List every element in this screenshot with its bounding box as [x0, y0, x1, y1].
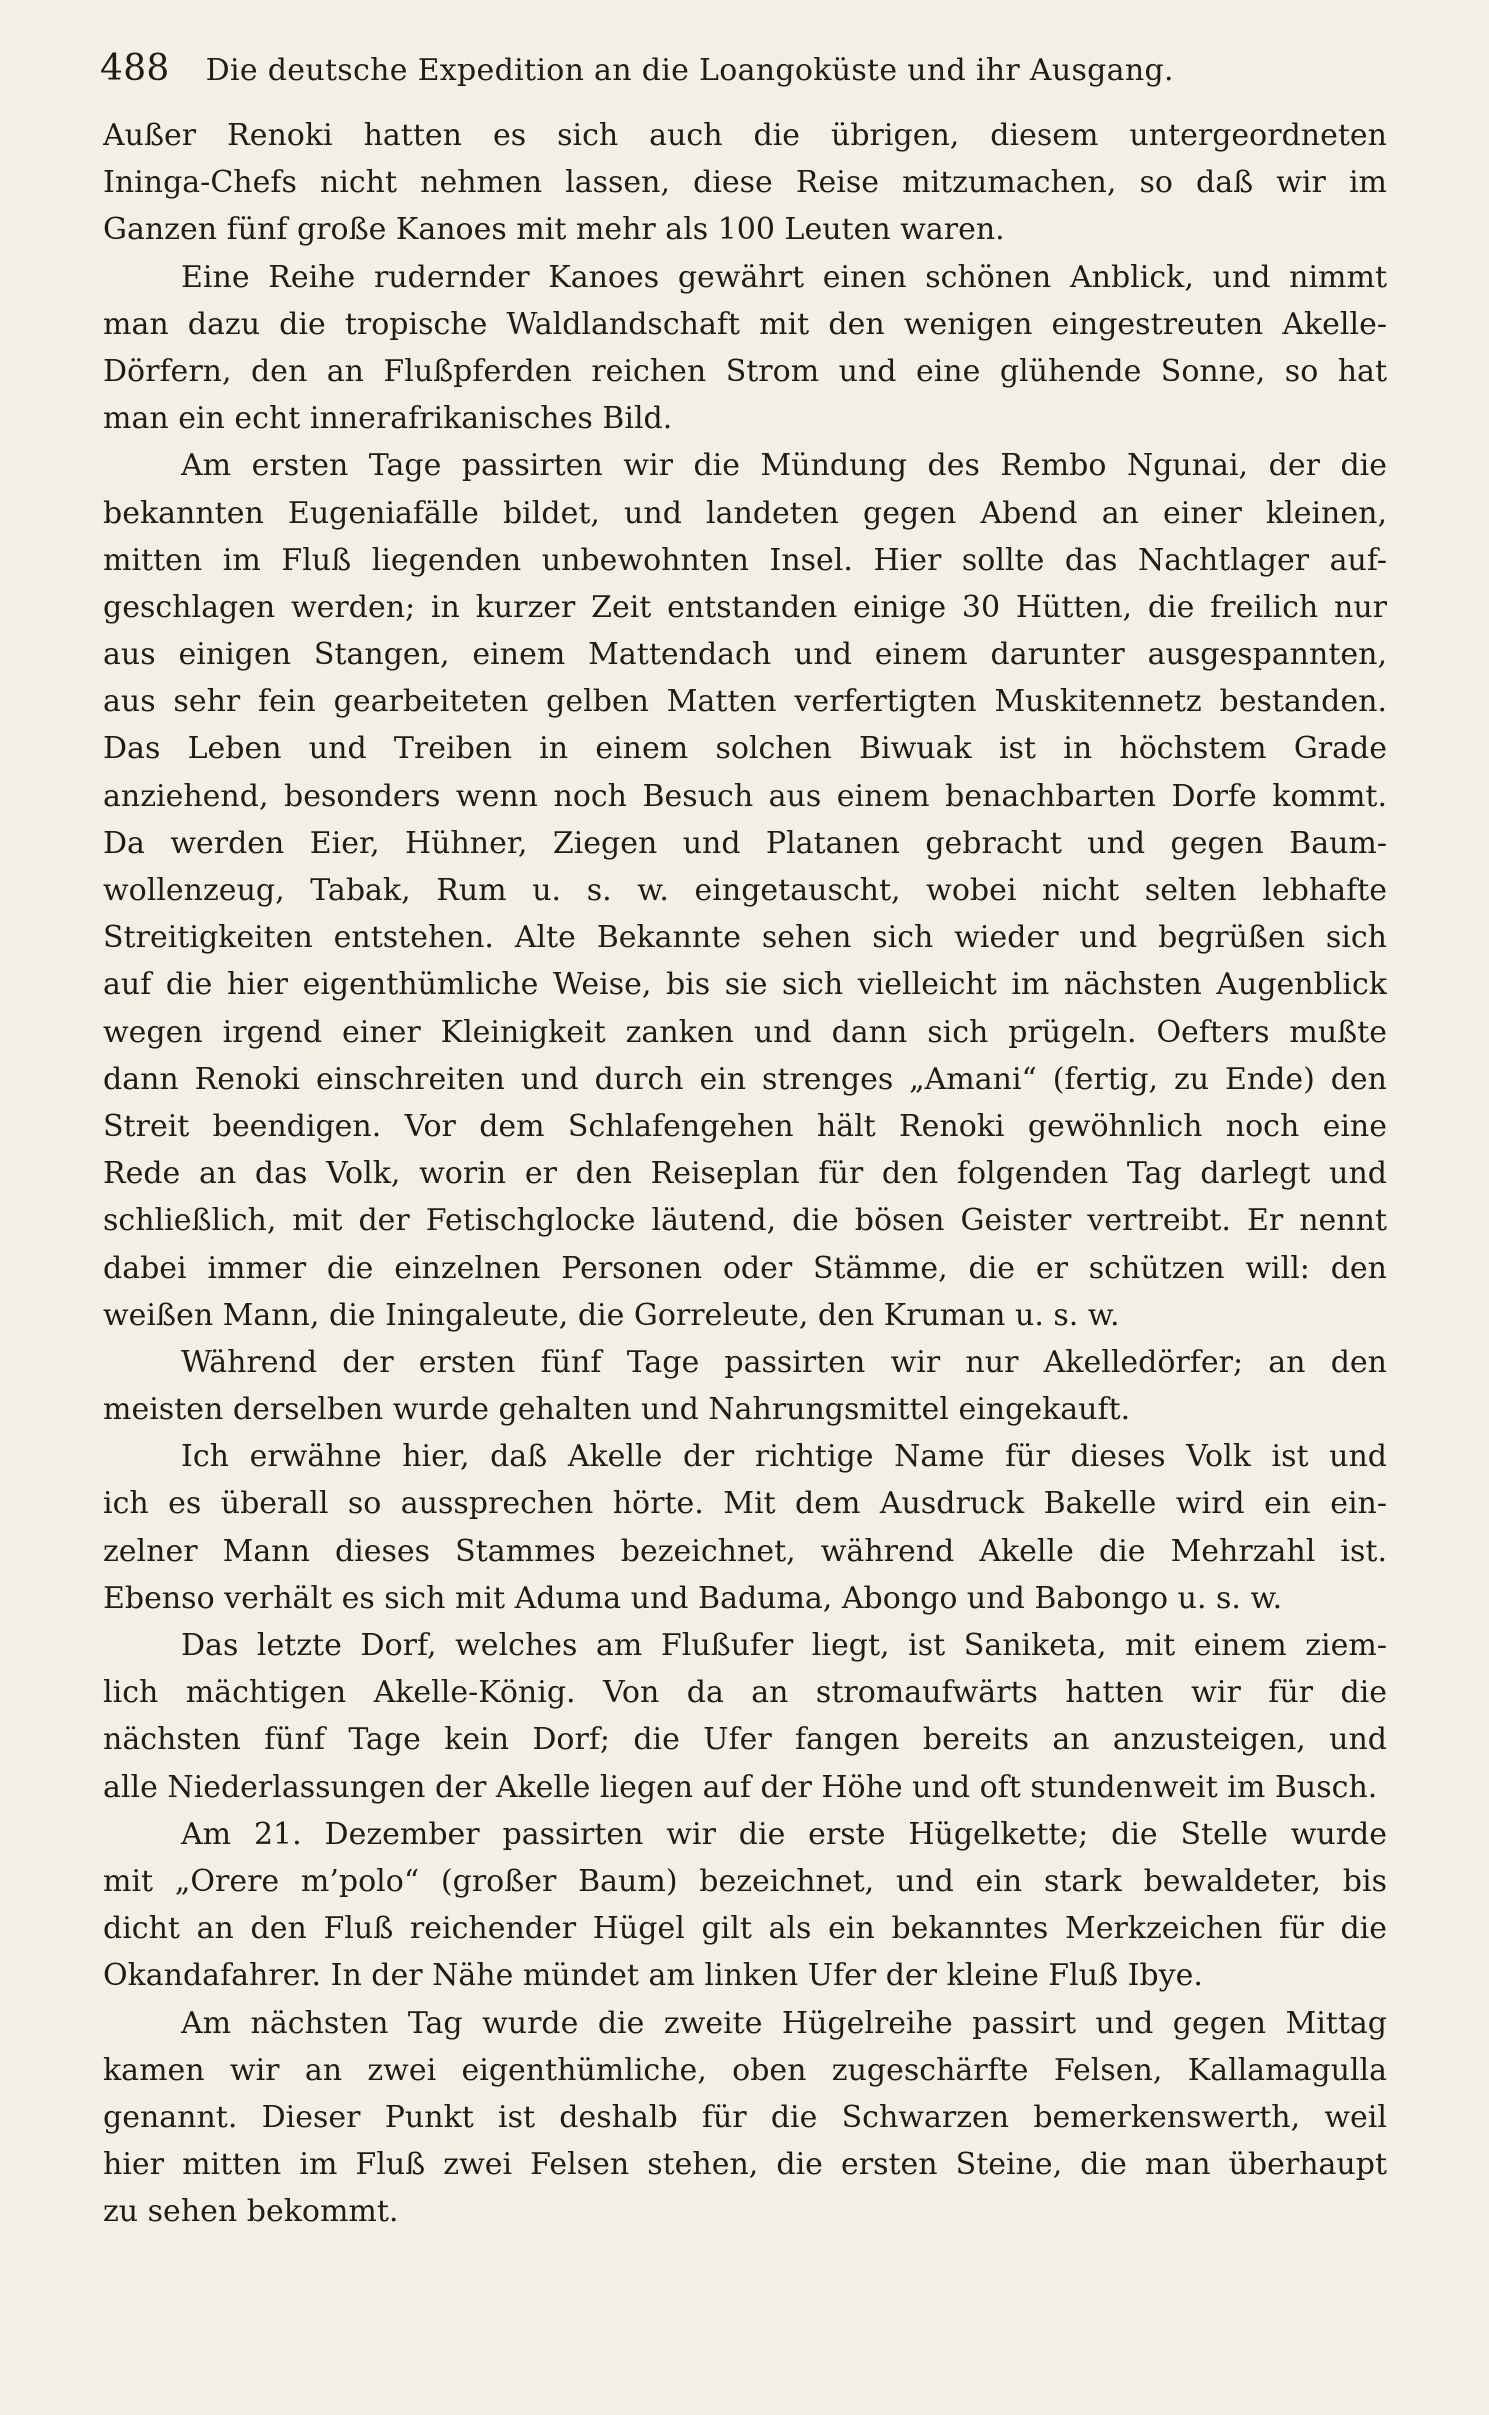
text-line: anziehend, besonders wenn noch Besuch aus einem benachbarten Dorfe kommt. [103, 778, 1387, 814]
text-line: aus einigen Stangen, einem Mattendach und einem darunter ausgespannten, [103, 637, 1387, 673]
text-line: Am nächsten Tag wurde die zweite Hügelreihe passirt und gegen Mittag [181, 2005, 1387, 2041]
text-line: Okandafahrer. In der Nähe mündet am linken Ufer der kleine Fluß Ibye. [103, 1958, 1203, 1994]
text-line: schließlich, mit der Fetischglocke läutend, die bösen Geister vertreibt. Er nennt [103, 1203, 1387, 1239]
text-line: aus sehr fein gearbeiteten gelben Matten verfertigten Muskitennetz bestanden. [103, 684, 1387, 720]
text-line: nächsten fünf Tage kein Dorf; die Ufer fangen bereits an anzusteigen, und [103, 1722, 1387, 1758]
paragraph [103, 1339, 1387, 1433]
text-line: Ebenso verhält es sich mit Aduma und Baduma, Abongo und Babongo u. s. w. [103, 1580, 1283, 1616]
text-line: Das Leben und Treiben in einem solchen Biwuak ist in höchstem Grade [103, 731, 1387, 767]
text-line: mitten im Fluß liegenden unbewohnten Insel. Hier sollte das Nachtlager auf- [103, 542, 1387, 578]
text-line: Streit beendigen. Vor dem Schlafengehen hält Renoki gewöhnlich noch eine [103, 1108, 1387, 1144]
text-line: weißen Mann, die Iningaleute, die Gorreleute, den Kruman u. s. w. [103, 1297, 1120, 1333]
paragraph [103, 1433, 1387, 1622]
text-line: dann Renoki einschreiten und durch ein strenges „Amani“ (fertig, zu Ende) den [103, 1061, 1387, 1097]
text-line: wegen irgend einer Kleinigkeit zanken und dann sich prügeln. Oefters mußte [103, 1014, 1387, 1050]
text-line: bekannten Eugeniafälle bildet, und landeten gegen Abend an einer kleinen, [103, 495, 1387, 531]
text-line: hier mitten im Fluß zwei Felsen stehen, die ersten Steine, die man überhaupt [103, 2147, 1387, 2183]
text-line: man ein echt innerafrikanisches Bild. [103, 401, 673, 437]
paragraph [103, 1811, 1387, 2000]
text-line: mit „Orere m’polo“ (großer Baum) bezeichnet, und ein stark bewaldeter, bis [103, 1863, 1387, 1899]
text-line: zu sehen bekommt. [103, 2194, 399, 2230]
paragraph [103, 2000, 1387, 2236]
text-line: Am 21. Dezember passirten wir die erste Hügelkette; die Stelle wurde [181, 1816, 1387, 1852]
text-line: zelner Mann dieses Stammes bezeichnet, während Akelle die Mehrzahl ist. [103, 1533, 1387, 1569]
text-line: Eine Reihe rudernder Kanoes gewährt einen schönen Anblick, und nimmt [181, 259, 1387, 295]
body-text [103, 112, 1387, 2235]
text-line: dicht an den Fluß reichender Hügel gilt als ein bekanntes Merkzeichen für die [103, 1911, 1387, 1947]
paragraph [103, 254, 1387, 443]
text-line: dabei immer die einzelnen Personen oder Stämme, die er schützen will: den [103, 1250, 1387, 1286]
text-line: ich es überall so aussprechen hörte. Mit dem Ausdruck Bakelle wird ein ein- [103, 1486, 1387, 1522]
page-header [100, 48, 1390, 89]
paragraph [103, 112, 1387, 254]
text-line: Streitigkeiten entstehen. Alte Bekannte sehen sich wieder und begrüßen sich [103, 920, 1387, 956]
text-line: meisten derselben wurde gehalten und Nahrungsmittel eingekauft. [103, 1392, 1131, 1428]
text-line: kamen wir an zwei eigenthümliche, oben zugeschärfte Felsen, Kallamagulla [103, 2052, 1387, 2088]
text-line: genannt. Dieser Punkt ist deshalb für die Schwarzen bemerkenswerth, weil [103, 2099, 1387, 2135]
text-line: wollenzeug, Tabak, Rum u. s. w. eingetauscht, wobei nicht selten lebhafte [103, 873, 1387, 908]
paragraph [103, 442, 1387, 1339]
text-line: Rede an das Volk, worin er den Reiseplan für den folgenden Tag darlegt und [103, 1156, 1387, 1192]
text-line: Dörfern, den an Flußpferden reichen Strom und eine glühende Sonne, so hat [103, 353, 1387, 389]
text-line: geschlagen werden; in kurzer Zeit entstanden einige 30 Hütten, die freilich nur [103, 589, 1387, 625]
text-line: lich mächtigen Akelle-König. Von da an stromaufwärts hatten wir für die [103, 1675, 1387, 1711]
text-line: Außer Renoki hatten es sich auch die übrigen, diesem untergeordneten [103, 118, 1387, 153]
text-line: man dazu die tropische Waldlandschaft mit den wenigen eingestreuten Akelle- [103, 306, 1387, 342]
text-line: alle Niederlassungen der Akelle liegen auf der Höhe und oft stundenweit im Busch. [103, 1769, 1378, 1805]
page-number: 488 [100, 48, 170, 89]
text-line: Ininga-Chefs nicht nehmen lassen, diese Reise mitzumachen, so daß wir im [103, 165, 1387, 201]
text-line: Ganzen fünf große Kanoes mit mehr als 100 Leuten waren. [103, 212, 1005, 248]
text-line: Ich erwähne hier, daß Akelle der richtige Name für dieses Volk ist und [181, 1439, 1387, 1475]
text-line: Da werden Eier, Hühner, Ziegen und Platanen gebracht und gegen Baum- [103, 825, 1387, 861]
text-line: Während der ersten fünf Tage passirten wir nur Akelledörfer; an den [181, 1344, 1387, 1380]
running-head: Die deutsche Expedition an die Loangoküste und ihr Ausgang. [205, 53, 1174, 88]
text-line: Am ersten Tage passirten wir die Mündung des Rembo Ngunai, der die [181, 448, 1387, 484]
text-line: auf die hier eigenthümliche Weise, bis sie sich vielleicht im nächsten Augenblick [103, 967, 1387, 1003]
paragraph [103, 1622, 1387, 1811]
text-line: Das letzte Dorf, welches am Flußufer liegt, ist Saniketa, mit einem ziem- [181, 1628, 1387, 1663]
